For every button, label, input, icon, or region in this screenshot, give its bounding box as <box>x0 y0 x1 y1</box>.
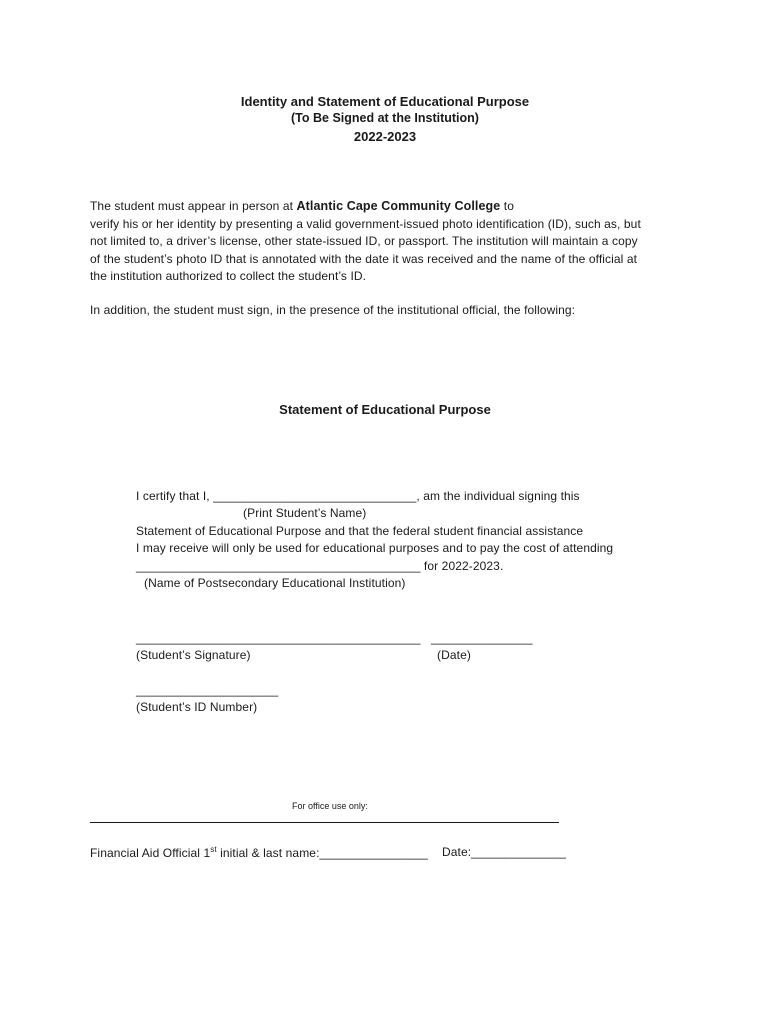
intro-line-3: not limited to, a driver’s license, other state-issued ID, or passport. The institution will maintain a copy <box>90 234 638 248</box>
date-line: _______________ <box>431 631 533 645</box>
intro-line-2: verify his or her identity by presenting a valid government-issued photo identification (ID), such as, but <box>90 217 641 231</box>
official-sup: st <box>210 845 217 854</box>
institution-caption: (Name of Postsecondary Educational Institution) <box>144 576 406 590</box>
academic-year: 2022-2023 <box>353 129 417 144</box>
official-date: Date:______________ <box>442 845 567 859</box>
intro-line-1-suffix: to <box>500 199 514 213</box>
statement-line-2: Statement of Educational Purpose and that the federal student financial assistance <box>136 524 584 538</box>
statement-line-3: I may receive will only be used for educational purposes and to pay the cost of attending <box>136 541 614 555</box>
intro-line-5: the institution authorized to collect the student’s ID. <box>90 269 367 283</box>
institution-name: Atlantic Cape Community College <box>296 199 501 213</box>
office-use-label: For office use only: <box>292 801 368 811</box>
official-line <box>90 845 428 860</box>
student-id-line: _____________________ <box>136 683 279 697</box>
institution-line: __________________________________________ for 2022-2023. <box>136 559 504 573</box>
office-divider <box>90 822 559 823</box>
certify-line: I certify that I, ______________________________, am the individual signing this <box>136 489 580 503</box>
intro-addition: In addition, the student must sign, in the presence of the institutional official, the following: <box>90 303 576 317</box>
signature-line: __________________________________________ <box>136 631 421 645</box>
signature-caption: (Student’s Signature) <box>136 648 251 662</box>
print-name-caption: (Print Student’s Name) <box>243 506 367 520</box>
intro-line-4: of the student’s photo ID that is annotated with the date it was received and the name of the official at <box>90 252 638 266</box>
date-caption: (Date) <box>437 648 471 662</box>
student-id-caption: (Student’s ID Number) <box>136 700 258 714</box>
page-title: Identity and Statement of Educational Purpose <box>240 94 530 109</box>
official-prefix: Financial Aid Official 1 <box>90 846 211 860</box>
intro-line-1 <box>90 199 514 213</box>
statement-heading: Statement of Educational Purpose <box>279 402 491 417</box>
intro-line-1-prefix: The student must appear in person at <box>90 199 297 213</box>
page-subtitle: (To Be Signed at the Institution) <box>291 111 479 125</box>
official-suffix: initial & last name:________________ <box>216 846 428 860</box>
